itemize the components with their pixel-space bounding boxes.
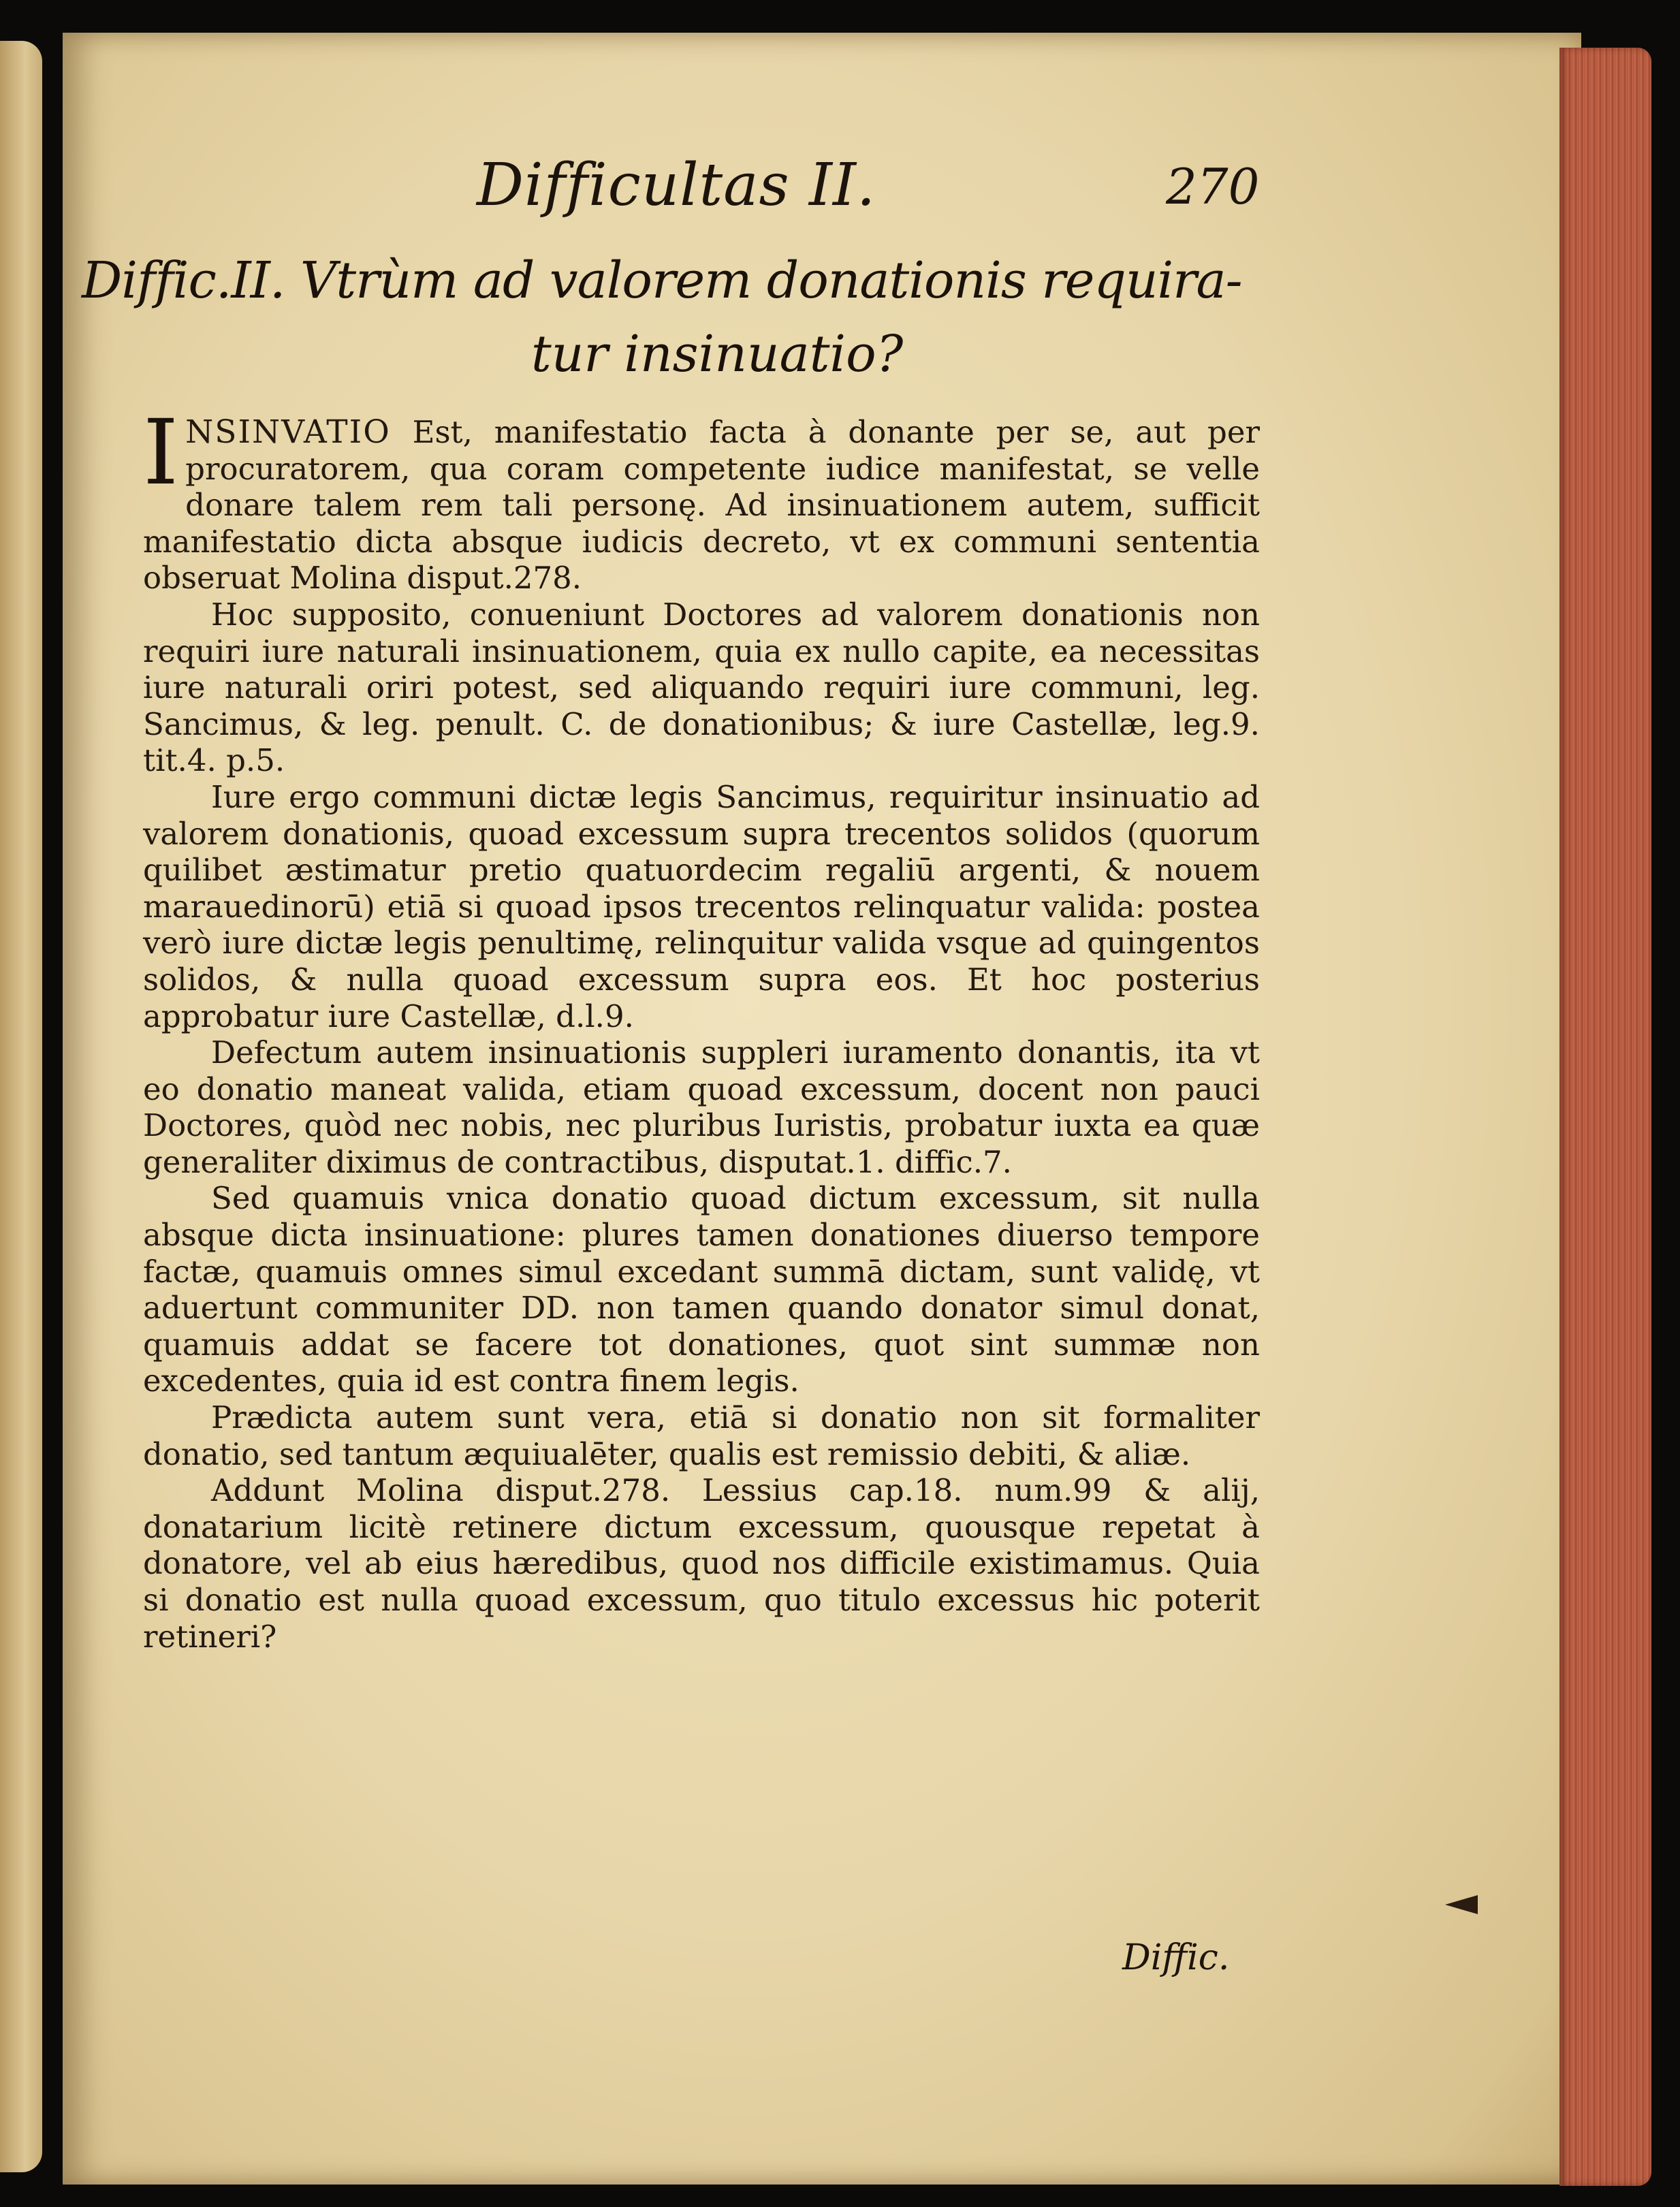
running-head: Difficultas II. (477, 151, 876, 219)
paragraph-4: Defectum autem insinuationis suppleri iuramento donantis, ita vt eo donatio maneat valida, etiam quoad excessum, docent non pauci Doctores, quòd nec nobis, nec pluribus Iuristis, probatur iuxta ea quæ generaliter diximus de contractibus, disputat.1. diffic.7. (143, 1034, 1260, 1180)
section-title (82, 244, 1287, 391)
paragraph-7: Addunt Molina disput.278. Lessius cap.18. num.99 & alij, donatarium licitè retinere dictum excessum, quousque repetat à donatore, vel ab eius hæredibus, quod nos difficile existimamus. Quia si donatio est nulla quoad excessum, quo titulo excessus hic poterit retineri? (143, 1472, 1260, 1655)
body-text (143, 400, 1260, 1655)
first-word: NSINVATIO (185, 413, 391, 451)
section-title-line-1: Diffic.II. Vtrùm ad valorem donationis requira- (82, 251, 1242, 310)
previous-page-edge (0, 41, 42, 2172)
ink-mark (1445, 1895, 1478, 1914)
catchword: Diffic. (1122, 1937, 1230, 1978)
paragraph-6: Prædicta autem sunt vera, etiā si donatio non sit formaliter donatio, sed tantum æquiualēter, qualis est remissio debiti, & aliæ. (143, 1399, 1260, 1472)
paragraph-1-text: Est, manifestatio facta à donante per se, aut per procuratorem, qua coram competente iudice manifestat, se velle donare talem rem tali personę. Ad insinuationem autem, sufficit manifestatio dicta absque iudicis decreto, vt ex communi sententia obseruat Molina disput.278. (143, 414, 1260, 597)
page-number: 270 (1166, 158, 1260, 215)
paragraph-5: Sed quamuis vnica donatio quoad dictum excessum, sit nulla absque dicta insinuatione: plures tamen donationes diuerso tempore factæ, quamuis omnes simul excedant summā dictam, sunt validę, vt aduertunt communiter DD. non tamen quando donator simul donat, quamuis addat se facere tot donationes, quot sint summæ non excedentes, quia id est contra finem legis. (143, 1180, 1260, 1399)
page-header (0, 151, 1680, 226)
paragraph-3: Iure ergo communi dictæ legis Sancimus, requiritur insinuatio ad valorem donationis, quoad excessum supra trecentos solidos (quorum quilibet æstimatur pretio quatuordecim regaliū argenti, & nouem marauedinorū) etiā si quoad ipsos trecentos relinquatur valida: postea verò iure dictæ legis penultimę, relinquitur valida vsque ad quingentos solidos, & nulla quoad excessum supra eos. Et hoc posterius approbatur iure Castellæ, d.l.9. (143, 778, 1260, 1034)
paragraph-1 (143, 400, 1260, 597)
page-block-edge (1559, 48, 1651, 2186)
drop-cap: I (143, 400, 179, 505)
section-title-line-2: tur insinuatio? (531, 325, 904, 383)
paragraph-2: Hoc supposito, conueniunt Doctores ad valorem donationis non requiri iure naturali insinuationem, quia ex nullo capite, ea necessitas iure naturali oriri potest, sed aliquando requiri iure communi, leg. Sancimus, & leg. penult. C. de donationibus; & iure Castellæ, leg.9. tit.4. p.5. (143, 596, 1260, 779)
